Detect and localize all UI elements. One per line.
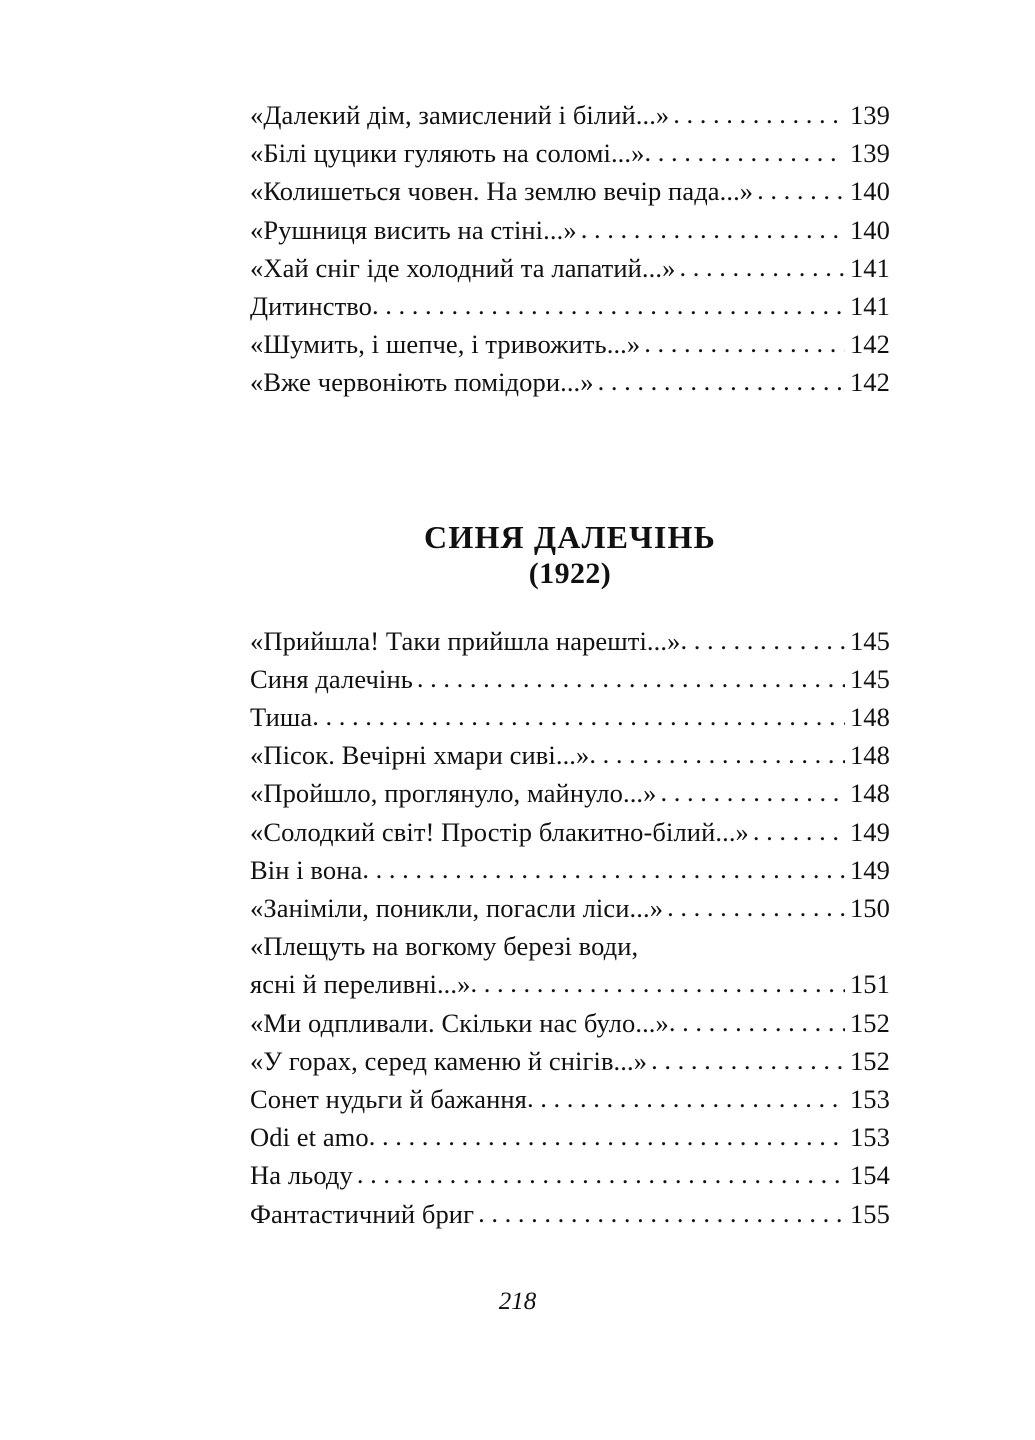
- toc-entry-row: [250, 889, 890, 927]
- heading-spacer-above: [250, 402, 890, 518]
- toc-dot-leader: [589, 735, 845, 773]
- toc-entry[interactable]: [250, 1080, 890, 1118]
- toc-dot-leader: [680, 621, 844, 659]
- toc-entry[interactable]: [250, 363, 890, 401]
- toc-entry-row: [250, 622, 890, 660]
- toc-dot-leader: [581, 210, 845, 248]
- toc-entry-title: «Заніміли, поникли, погасли ліси...»: [250, 893, 664, 924]
- toc-entry-title: Дитинство: [250, 291, 373, 322]
- toc-dot-leader: [369, 1117, 845, 1155]
- section-heading-synia-dalechin: [250, 518, 890, 592]
- toc-entry[interactable]: [250, 1195, 890, 1233]
- toc-entry-row: [250, 660, 890, 698]
- toc-dot-leader: [357, 1155, 845, 1193]
- toc-entry-page-number: 140: [849, 176, 890, 207]
- toc-dot-leader: [478, 1194, 845, 1232]
- toc-entry-page-number: 155: [849, 1198, 890, 1229]
- toc-entry-title: «Рушниця висить на стіні...»: [250, 214, 577, 245]
- toc-entry-row: [250, 96, 890, 134]
- toc-entry[interactable]: [250, 134, 890, 172]
- toc-entry[interactable]: [250, 736, 890, 774]
- toc-entry-title: «Хай сніг іде холодний та лапатий...»: [250, 252, 676, 283]
- toc-dot-leader: [644, 324, 845, 362]
- toc-entry-page-number: 148: [849, 702, 890, 733]
- toc-entry-page-number: 141: [849, 252, 890, 283]
- toc-entry-title: «Прийшла! Таки прийшла нарешті...»: [250, 625, 681, 656]
- toc-entry[interactable]: [250, 172, 890, 210]
- toc-entry-row: [250, 1156, 890, 1194]
- toc-entry[interactable]: [250, 889, 890, 927]
- toc-entry-title: Сонет нудьги й бажання: [250, 1084, 527, 1115]
- toc-entry-page-number: 151: [849, 969, 890, 1000]
- section-heading-title: СИНЯ ДАЛЕЧІНЬ: [424, 518, 716, 555]
- toc-entry-page-number: 141: [849, 291, 890, 322]
- toc-entry-page-number: 139: [849, 138, 890, 169]
- toc-entry-title: «Ми одпливали. Скільки нас було...»: [250, 1007, 669, 1038]
- toc-dot-leader: [667, 888, 845, 926]
- toc-entry-row: [250, 325, 890, 363]
- toc-entry[interactable]: [250, 211, 890, 249]
- toc-entry[interactable]: [250, 1042, 890, 1080]
- toc-entry[interactable]: [250, 1156, 890, 1194]
- toc-entry-page-number: 148: [849, 740, 890, 771]
- toc-entry-row: [250, 134, 890, 172]
- toc-entry-page-number: 153: [849, 1084, 890, 1115]
- toc-entry[interactable]: [250, 1004, 890, 1042]
- toc-entry-page-number: 152: [849, 1007, 890, 1038]
- toc-entry-title: «Колишеться човен. На землю вечір пада...»: [250, 176, 754, 207]
- toc-entry-page-number: 152: [849, 1045, 890, 1076]
- toc-entry-page-number: 145: [849, 663, 890, 694]
- heading-spacer-below: [250, 592, 890, 622]
- toc-entry[interactable]: [250, 851, 890, 889]
- toc-entry-title: Він і вона: [250, 854, 363, 885]
- toc-entry-row: [250, 736, 890, 774]
- toc-entry-row: [250, 287, 890, 325]
- toc-entry-title: «Пісок. Вечірні хмари сиві...»: [250, 740, 590, 771]
- toc-content-column: [250, 96, 890, 1233]
- toc-entry-page-number: 142: [849, 329, 890, 360]
- toc-dot-leader: [470, 964, 844, 1002]
- toc-entry[interactable]: [250, 927, 890, 1003]
- toc-entry-title-line1: «Плещуть на вогкому березі води,: [250, 931, 639, 962]
- toc-entry-row: [250, 1042, 890, 1080]
- toc-entry[interactable]: [250, 774, 890, 812]
- toc-entry-page-number: 154: [849, 1160, 890, 1191]
- toc-entry-row: [250, 1080, 890, 1118]
- toc-entry[interactable]: [250, 1118, 890, 1156]
- toc-entry-page-number: 153: [849, 1122, 890, 1153]
- toc-entry-title: Odi et amo: [250, 1122, 369, 1153]
- toc-entry-title: На льоду: [250, 1160, 353, 1191]
- toc-entry-page-number: 150: [849, 893, 890, 924]
- toc-entry[interactable]: [250, 813, 890, 851]
- toc-entry-title: Тиша: [250, 702, 313, 733]
- toc-entry-row: [250, 211, 890, 249]
- toc-dot-leader: [757, 171, 845, 209]
- toc-entry-title: «Далекий дім, замислений і білий...»: [250, 100, 670, 130]
- toc-entry-row: [250, 1118, 890, 1156]
- toc-dot-leader: [372, 286, 845, 324]
- toc-entry-page-number: 140: [849, 214, 890, 245]
- toc-entry-title: «У горах, серед каменю й снігів...»: [250, 1045, 648, 1076]
- toc-dot-leader: [669, 1003, 845, 1041]
- toc-entry-title: «Шумить, і шепче, і тривожить...»: [250, 329, 641, 360]
- toc-entry-row: [250, 249, 890, 287]
- toc-dot-leader: [362, 850, 845, 888]
- toc-entry-page-number: 139: [849, 100, 890, 130]
- toc-entry-page-number: 149: [849, 854, 890, 885]
- toc-dot-leader: [644, 133, 844, 171]
- toc-entry[interactable]: [250, 287, 890, 325]
- toc-entry-title: Фантастичний бриг: [250, 1198, 475, 1229]
- toc-entry-page-number: 148: [849, 778, 890, 809]
- toc-entry-row: [250, 774, 890, 812]
- toc-dot-leader: [417, 659, 845, 697]
- toc-list-previous-section: [250, 96, 890, 402]
- toc-entry-page-number: 142: [849, 367, 890, 398]
- toc-dot-leader: [527, 1079, 845, 1117]
- toc-dot-leader: [598, 362, 845, 400]
- toc-entry-title: «Білі цуцики гуляють на соломі...»: [250, 138, 645, 169]
- toc-entry[interactable]: [250, 249, 890, 287]
- toc-dot-leader: [651, 1041, 845, 1079]
- toc-entry[interactable]: [250, 622, 890, 660]
- toc-entry-title: «Вже червоніють помідори...»: [250, 367, 594, 398]
- toc-list-synia-dalechin: [250, 622, 890, 1233]
- toc-entry-title: «Солодкий світ! Простір блакитно-білий...»: [250, 816, 749, 847]
- toc-entry[interactable]: [250, 96, 890, 134]
- toc-entry[interactable]: [250, 698, 890, 736]
- toc-entry-page-number: 145: [849, 625, 890, 656]
- section-heading-year: (1922): [528, 556, 612, 590]
- toc-entry-title-line2: ясні й переливні...»: [250, 969, 471, 1000]
- toc-entry-row: [250, 363, 890, 401]
- toc-entry[interactable]: [250, 660, 890, 698]
- toc-entry-row: [250, 1195, 890, 1233]
- toc-dot-leader: [312, 697, 845, 735]
- toc-entry-page-number: 149: [849, 816, 890, 847]
- toc-dot-leader: [753, 812, 845, 850]
- toc-entry[interactable]: [250, 325, 890, 363]
- toc-dot-leader: [679, 248, 844, 286]
- page-number-folio: 218: [498, 1288, 537, 1315]
- toc-entry-row: [250, 172, 890, 210]
- toc-entry-row: [250, 813, 890, 851]
- toc-entry-row: [250, 965, 890, 1003]
- toc-dot-leader: [661, 773, 845, 811]
- toc-entry-row: [250, 1004, 890, 1042]
- toc-entry-row: [250, 698, 890, 736]
- toc-dot-leader: [673, 95, 845, 133]
- toc-entry-title: Синя далечінь: [250, 663, 413, 694]
- toc-entry-row: [250, 851, 890, 889]
- toc-entry-title: «Пройшло, проглянуло, майнуло...»: [250, 778, 657, 809]
